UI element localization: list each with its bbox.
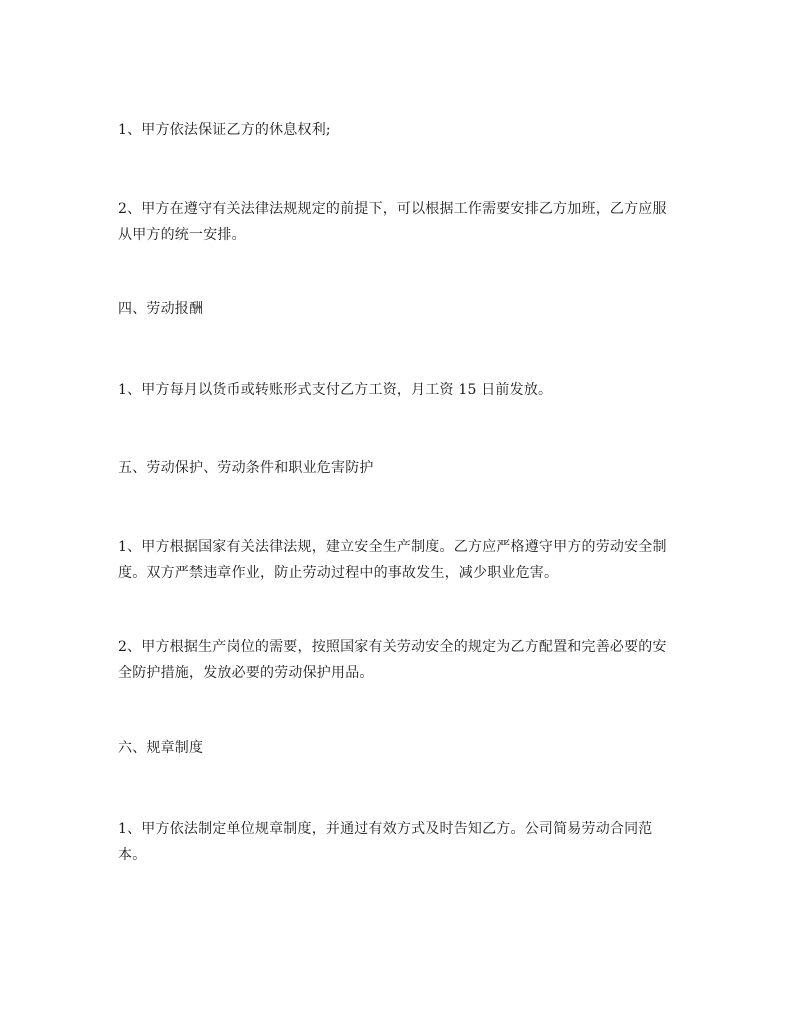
clause-safety-system: 1、甲方根据国家有关法律法规，建立安全生产制度。乙方应严格遵守甲方的劳动安全制度。双方严禁违章作业，防止劳动过程中的事故发生，减少职业危害。: [118, 539, 667, 581]
clause-rest-rights: 1、甲方依法保证乙方的休息权利;: [118, 122, 331, 138]
clause-rules-notice: 1、甲方依法制定单位规章制度，并通过有效方式及时告知乙方。公司简易劳动合同范本。: [118, 821, 653, 863]
section-heading-rules: 六、规章制度: [118, 740, 204, 756]
clause-protective-measures: 2、甲方根据生产岗位的需要，按照国家有关劳动安全的规定为乙方配置和完善必要的安全防护措施，发放必要的劳动保护用品。: [118, 639, 667, 681]
section-heading-labor-protection: 五、劳动保护、劳动条件和职业危害防护: [118, 460, 374, 476]
section-heading-remuneration: 四、劳动报酬: [118, 301, 204, 317]
clause-wage-payment: 1、甲方每月以货币或转账形式支付乙方工资，月工资 15 日前发放。: [118, 382, 553, 398]
clause-overtime: 2、甲方在遵守有关法律法规规定的前提下，可以根据工作需要安排乙方加班，乙方应服从甲方的统一安排。: [118, 201, 667, 243]
